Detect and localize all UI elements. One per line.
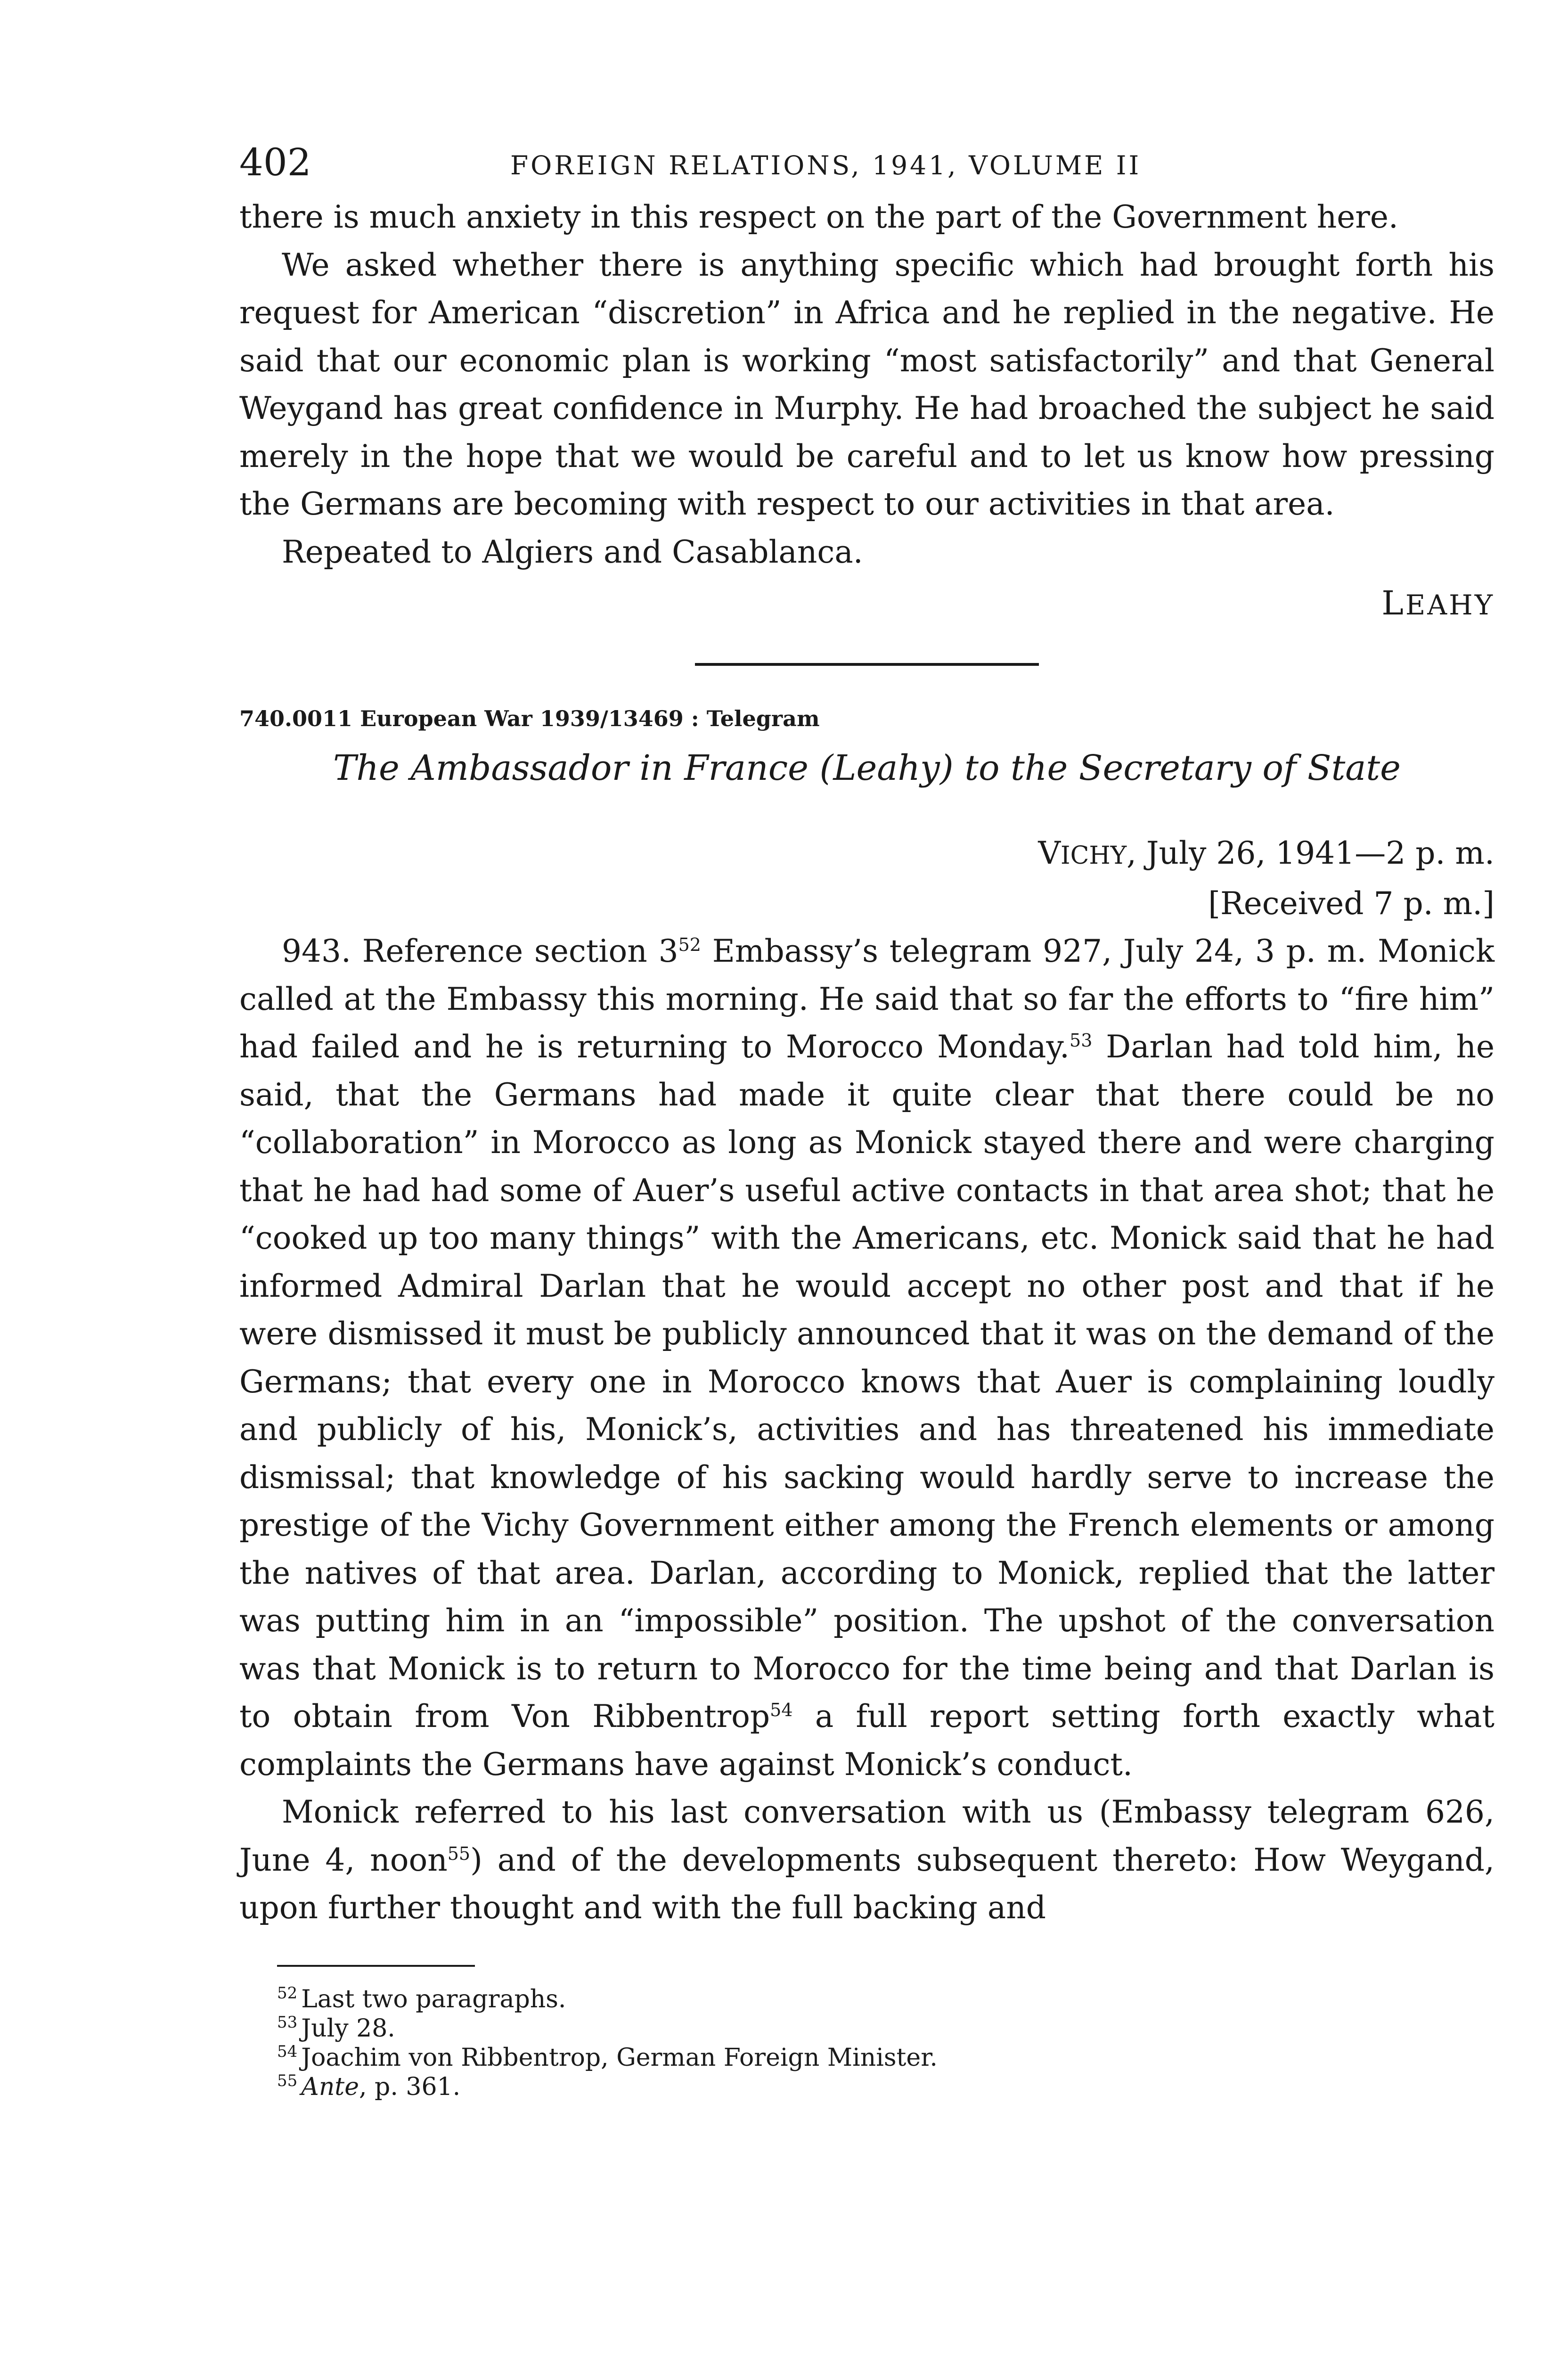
footnote-text: July 28. <box>301 2014 395 2043</box>
document-page <box>239 141 1494 2102</box>
signature <box>239 580 1494 629</box>
dateline-smallcaps: ICHY <box>1061 842 1127 870</box>
footnote-ref-54: 54 <box>770 1700 793 1720</box>
footnote-ref-52: 52 <box>678 934 701 955</box>
footnote-mark: 55 <box>277 2071 298 2091</box>
text-run: Darlan had told him, he said, that the Germans had made it quite clear that there could be no “collaboration” in Morocco as long as Monick stayed there and were charging that he had had some of Auer’s useful active contacts in that area shot; that he “cooked up too many things” with the Americans, etc. Monick said that he had informed Admiral Darlan that he would accept no other post and that if he were dismissed it must be publicly announced that it was on the demand of the Germans; that every one in Morocco knows that Auer is complaining loudly and publicly of his, Monick’s, activities and has threatened his immediate dismissal; that knowledge of his sacking would hardly serve to increase the prestige of the Vichy Government either among the French elements or among the natives of that area. Darlan, according to Monick, replied that the latter was putting him in an “impossible” position. The upshot of the conversation was that Monick is to return to Morocco for the time being and that Darlan is to obtain from Von Ribbentrop <box>239 1029 1495 1734</box>
footnote-53 <box>277 2014 1494 2043</box>
file-reference: 740.0011 European War 1939/13469 : Telegram <box>239 706 820 731</box>
footnote-italic: Ante <box>301 2072 359 2101</box>
footnote-text: , p. 361. <box>359 2072 461 2101</box>
footnote-mark: 53 <box>277 2013 298 2032</box>
footnote-text: Joachim von Ribbentrop, German Foreign Minister. <box>301 2043 938 2072</box>
telegram-paragraph-1 <box>239 927 1494 1788</box>
continuation-paragraph-2: We asked whether there is anything specific which had brought forth his request for American “discretion” in Africa and he replied in the negative. He said that our economic plan is working “most satisfactorily” and that General Weygand has great confidence in Murphy. He had broached the subject he said merely in the hope that we would be careful and to let us know how pressing the Germans are becoming with respect to our activities in that area. <box>239 246 1494 522</box>
running-header <box>239 141 1494 193</box>
received-line: [Received 7 p. m.] <box>1208 885 1494 922</box>
running-title: FOREIGN RELATIONS, 1941, VOLUME II <box>510 150 1142 180</box>
page-number: 402 <box>239 140 311 184</box>
text-run: 943. Reference section 3 <box>282 933 678 969</box>
text-run: a full report setting forth exactly what complaints the Germans have against Monick’s conduct. <box>239 1698 1495 1783</box>
telegram-paragraph-2 <box>239 1788 1494 1932</box>
document-heading: The Ambassador in France (Leahy) to the Secretary of State <box>333 748 1401 788</box>
footnote-mark: 52 <box>277 1984 298 2003</box>
text-run: ) and of the developments subsequent thereto: How Weygand, upon further thought and with the full backing and <box>239 1841 1495 1926</box>
footnote-55 <box>277 2072 1494 2102</box>
text-run: Monick referred to his last conversation with us (Embassy telegram 626, June 4, noon <box>239 1794 1494 1878</box>
footnote-ref-55: 55 <box>447 1843 471 1864</box>
footnote-divider <box>277 1965 475 1967</box>
footnote-ref-53: 53 <box>1070 1030 1093 1051</box>
continuation-paragraph-3: Repeated to Algiers and Casablanca. <box>282 533 863 570</box>
dateline-initial: V <box>1038 835 1061 871</box>
signature-initial: L <box>1381 584 1405 622</box>
continuation-paragraph-1: there is much anxiety in this respect on the part of the Government here. <box>239 199 1398 235</box>
footnotes <box>277 1985 1494 2102</box>
dateline-rest: , July 26, 1941—2 p. m. <box>1127 835 1494 871</box>
footnote-mark: 54 <box>277 2042 298 2062</box>
footnote-54 <box>277 2043 1494 2072</box>
text-run: Embassy’s telegram 927, July 24, 3 p. m. Monick called at the Embassy this morning. He said that so far the efforts to “fire him” had failed and he is returning to Morocco Monday. <box>239 933 1494 1065</box>
footnote-52 <box>277 1985 1494 2014</box>
footnote-text: Last two paragraphs. <box>301 1985 566 2013</box>
section-divider <box>695 663 1039 666</box>
signature-rest: EAHY <box>1405 589 1494 621</box>
dateline <box>239 829 1494 880</box>
